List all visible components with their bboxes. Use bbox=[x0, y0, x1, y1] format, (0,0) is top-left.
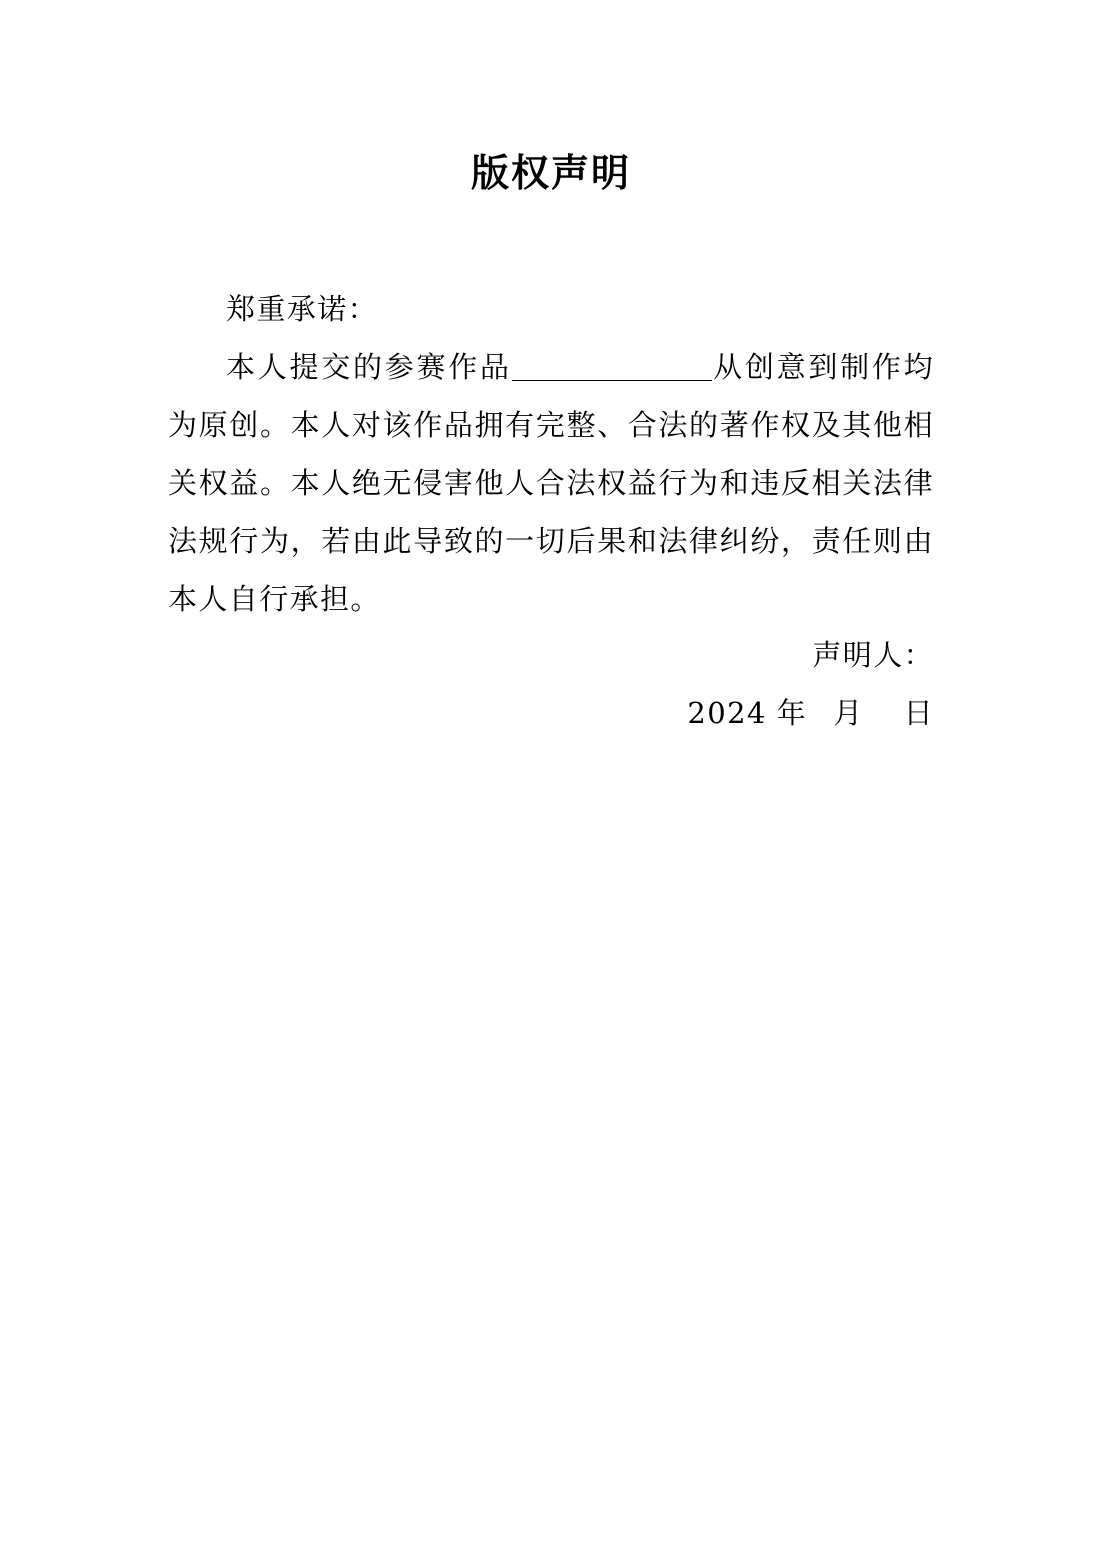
paragraph-start: 本人提交的参赛作品 bbox=[226, 350, 512, 384]
declaration-paragraph bbox=[168, 338, 934, 628]
signature-block bbox=[168, 626, 934, 742]
work-title-blank bbox=[512, 350, 712, 381]
document-body bbox=[168, 280, 934, 628]
date-year-unit: 年 bbox=[776, 696, 808, 730]
paragraph-end: 从创意到制作均为原创。本人对该作品拥有完整、合法的著作权及其他相关权益。本人绝无侵害他人合法权益行为和违反相关法律法规行为，若由此导致的一切后果和法律纠纷，责任则由本人自行承担。 bbox=[168, 350, 934, 616]
date-year: 2024 bbox=[687, 696, 767, 730]
signature-date bbox=[168, 684, 934, 742]
date-day-unit: 日 bbox=[903, 696, 934, 730]
salutation: 郑重承诺： bbox=[226, 292, 379, 326]
document-title: 版权声明 bbox=[470, 151, 631, 195]
date-month-unit: 月 bbox=[833, 696, 864, 730]
signer-label: 声明人： bbox=[812, 638, 934, 672]
